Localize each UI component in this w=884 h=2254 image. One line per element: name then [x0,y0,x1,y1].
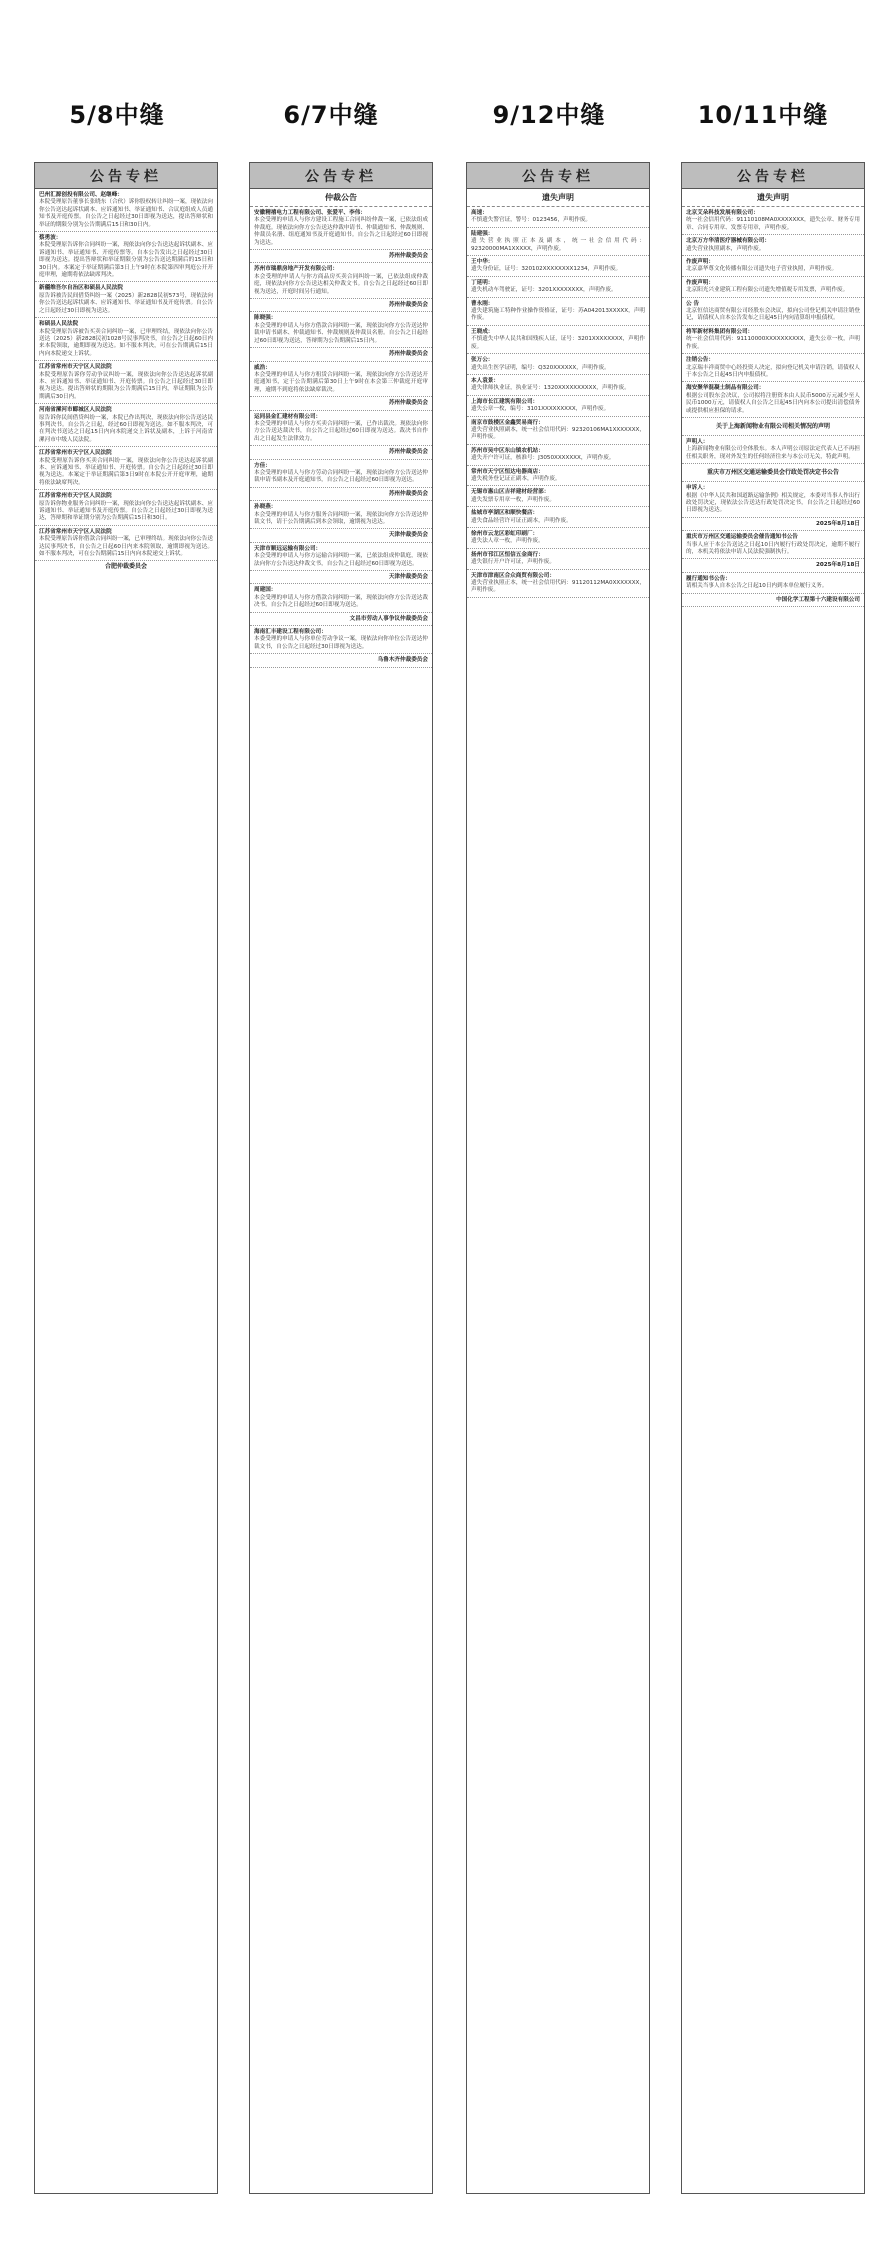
notice-body: 本院受理原告董事长张晓东（合伙）诉你股权转让纠纷一案，现依法向你公告送达起诉状副本、应诉通知书、举证通知书、合议庭组成人员通知书及开庭传票。自公告之日起经过30日即视为送达，提出答辩状和举证的期限分别为公告期满后15日和30日内。 [39,199,213,228]
notice-item [35,189,217,232]
notice-lead: 北京艾朵科技发展有限公司： [686,210,759,216]
notice-item [467,570,649,598]
notice-lead: 申诉人： [686,485,709,492]
col1-title: 公告专栏 [35,163,217,189]
notice-item [35,282,217,318]
notice-signature: 苏州仲裁委员会 [388,449,428,456]
col3-subtitle: 遗失声明 [467,189,649,207]
notice-item [250,348,432,361]
notice-item [682,298,864,326]
notice-body: 遗失营业执照正本，统一社会信用代码：91120112MA0XXXXXXX，声明作废。 [471,580,645,594]
notice-lead: 新疆维吾尔自治区和硕县人民法院 [39,285,123,292]
col2-date-label: 6/7中缝 [283,101,379,129]
notice-lead: 履行通知书公告： [686,575,731,582]
notice-item [682,277,864,298]
notice-lead: 注销公告： [686,357,714,364]
notice-signature: 2025年8月18日 [815,562,860,569]
col1-notices [35,189,217,561]
notice-body: 本会受理的申请人与你方租赁合同纠纷一案，现依法向你方公告送达开庭通知书，定于公告期满后第30日上午9时在本会第三仲裁庭开庭审理，逾期不到庭将依法缺席裁决。 [254,371,428,393]
notice-item [682,518,864,531]
notice-body: 遗失出生医学证明，编号：Q320XXXXXX，声明作废。 [471,364,610,371]
notice-body: 当事人应于本公告送达之日起10日内履行行政处罚决定，逾期不履行的，本机关将依法申请人民法院强制执行。 [686,541,860,555]
notice-item [250,299,432,312]
notice-lead: 公 告 [686,300,700,307]
notice-item [35,318,217,361]
notice-item [35,404,217,447]
notice-item [682,482,864,518]
notice-lead: 和硕县人民法院 [39,321,79,328]
notice-lead: 盐城市亭湖区和顺快餐店： [471,510,539,517]
notice-lead: 江苏省常州市天宁区人民法院 [39,364,112,371]
notice-item [35,361,217,404]
notice-item [250,613,432,626]
notice-lead: 天津市津南区合众商贸有限公司： [471,572,555,579]
notice-item [250,207,432,250]
notice-body: 不慎遗失警官证，警号：0123456，声明作废。 [471,217,592,224]
col1-date-label: 5/8中缝 [69,101,165,129]
notice-body: 遗失发票专用章一枚，声明作废。 [471,496,555,503]
notice-lead: 作废声明： [686,259,714,266]
notice-lead: 陆建强： [471,230,494,237]
notice-body: 遗失开户许可证，核准号：J3050XXXXXXX，声明作废。 [471,455,615,462]
notice-body: 本院受理原告诉你借款合同纠纷一案，已审理终结。现依法向你公告送达民事判决书，自公告之日起60日内来本院领取，逾期即视为送达。如不服本判决，可在公告期满后15日内向本院递交上诉状。 [39,536,213,558]
notice-body: 遗失税务登记证正副本，声明作废。 [471,475,561,482]
notice-body: 统一社会信用代码：91110108MA0XXXXXXX，遗失公章、财务专用章、合同专用章、发票专用章，声明作废。 [686,217,860,231]
col1-footer: 合肥仲裁委员会 [104,563,147,571]
notice-lead: 孙晓燕： [254,504,277,511]
notice-body: 北京瑞丰祥商贸中心经投资人决定，拟向登记机关申请注销，请债权人于本公告之日起45日内申报债权。 [686,364,860,378]
notice-item [250,488,432,501]
notice-item [467,228,649,256]
col3-date-label: 9/12中缝 [492,101,606,129]
notice-item [250,501,432,529]
notice-signature: 苏州仲裁委员会 [388,253,428,260]
notice-signature: 苏州仲裁委员会 [388,490,428,497]
notice-item [467,298,649,326]
notice-item [467,277,649,298]
notice-item [250,626,432,654]
notice-body: 本委受理的申请人与你单位劳动争议一案，现依法向你单位公告送达仲裁文书，自公告之日起经过30日即视为送达。 [254,636,428,650]
notice-lead: 江苏省常州市天宁区人民法院 [39,528,112,535]
notice-item [250,250,432,263]
notice-item [682,594,864,607]
notice-body: 遗失银行开户许可证，声明作废。 [471,559,555,566]
notice-item [467,507,649,528]
notice-lead: 江苏省常州市天宁区人民法院 [39,493,112,500]
col4-date-label: 10/11中缝 [697,101,829,129]
notice-signature: 苏州仲裁委员会 [388,351,428,358]
notice-item [682,559,864,572]
notice-item [467,466,649,487]
notice-signature: 天津仲裁委员会 [388,532,428,539]
notice-lead: 王晓成： [471,328,494,335]
notice-signature: 苏州仲裁委员会 [388,400,428,407]
notice-lead: 巴州汇源创投有限公司、赵继峰： [39,192,123,198]
notice-body: 本会受理的申请人与你方建设工程施工合同纠纷仲裁一案，已依法组成仲裁庭。现依法向你方公告送达仲裁申请书、仲裁通知书、仲裁规则、仲裁员名册、组庭通知书及开庭通知书。自公告之日起经过60日即视为送达。 [254,217,428,246]
notice-item [682,256,864,277]
col2-notices [250,207,432,668]
notice-lead: 天津市顺远运输有限公司： [254,545,322,552]
notice-lead: 重庆市万州区交通运输委员会催告通知书公告 [686,534,798,541]
notice-lead: 运同县金汇建材有限公司： [254,413,322,420]
notice-lead: 张万公： [471,357,494,364]
notice-lead: 常州市天宁区恒达电器商店： [471,468,544,475]
notice-lead: 无锡市惠山区吉祥建材经营部： [471,489,550,496]
notice-signature: 苏州仲裁委员会 [388,302,428,309]
notice-lead: 河南省漯河市郾城区人民法院 [39,407,112,414]
notice-item [35,526,217,562]
col4-title: 公告专栏 [682,163,864,189]
column-1 [34,162,218,2194]
notice-item [682,354,864,382]
notice-body: 原告诉你物业服务合同纠纷一案，现依法向你公告送达起诉状副本、应诉通知书、举证通知书及开庭传票。自公告之日起经过30日即视为送达，答辩期和举证期分别为公告期满后15日和30日。 [39,500,213,522]
notice-lead: 苏州市吴中区东山镇农机站： [471,447,544,454]
notice-lead: 蔡勇波： [39,235,62,242]
notice-body: 遗失建筑施工特种作业操作资格证，证号：苏A042013XXXXX，声明作废。 [471,308,645,322]
notice-body: 遗失身份证，证号：320102XXXXXXXX1234，声明作废。 [471,266,622,273]
notice-item [467,528,649,549]
notice-item [682,436,864,464]
notice-item [467,417,649,445]
notice-item [467,549,649,570]
notice-item [682,382,864,418]
notice-body: 上海新闻物业有限公司全体股东。本人声明公司原法定代表人已不再担任相关职务，现对外发生的任何经济往来与本公司无关，特此声明。 [686,446,860,460]
notice-body: 原告诉被告民间借贷纠纷一案（2025）新2828民初573号，现依法向你公告送达起诉状副本、应诉通知书、举证通知书及开庭传票。自公告之日起经过30日即视为送达。 [39,292,213,314]
notice-signature: 文昌市劳动人事争议仲裁委员会 [349,615,428,622]
notice-lead: 作废声明： [686,279,714,286]
notice-item [682,573,864,594]
notice-body: 北京恒信达商贸有限公司经股东会决议，拟向公司登记机关申请注销登记，请债权人自本公告发布之日起45日内向清算组申报债权。 [686,308,860,322]
column-2 [249,162,433,2194]
notice-body: 根据《中华人民共和国道路运输条例》相关规定，本委对当事人作出行政处罚决定，现依法公告送达行政处罚决定书，自公告之日起经过60日即视为送达。 [686,492,860,514]
col3-notices [467,207,649,598]
col2-title: 公告专栏 [250,163,432,189]
notice-body: 遗失营业执照副本，统一社会信用代码：92320106MA1XXXXXXX，声明作废。 [471,426,645,441]
notice-item [250,543,432,571]
col2-subtitle: 仲裁公告 [250,189,432,207]
notice-lead: 王中华： [471,259,494,266]
notice-item [250,411,432,447]
notice-body: 遗失法人章一枚，声明作废。 [471,538,544,545]
notice-item [467,445,649,466]
notice-item [250,362,432,398]
col3-title: 公告专栏 [467,163,649,189]
notice-lead: 海南汇丰建设工程有限公司： [254,629,327,636]
notice-body: 北京阳光兴业建筑工程有限公司遗失增值税专用发票，声明作废。 [686,287,849,294]
notice-lead: 丁延明： [471,279,494,286]
notice-lead: 南京市鼓楼区金鑫贸易商行： [471,419,544,426]
notice-body: 请相关当事人自本公告之日起10日内到本单位履行义务。 [686,583,828,590]
notice-lead: 高速： [471,210,488,216]
notice-item [250,263,432,299]
notice-item [250,446,432,459]
notice-signature: 天津仲裁委员会 [388,574,428,581]
notice-item [467,326,649,354]
column-4 [681,162,865,2194]
notice-signature: 中国化学工程第十六建设有限公司 [776,596,860,603]
notice-item [250,529,432,542]
notice-lead: 声明人： [686,438,709,445]
notice-item [250,397,432,410]
notice-body: 本会受理的申请人与你方借款合同纠纷一案，现依法向你方公告送达仲裁申请书副本、仲裁通知书、仲裁规则及仲裁员名册。自公告之日起经过60日即视为送达，答辩期为公告期满后15日内。 [254,322,428,344]
notice-body: 原告诉你民间借贷纠纷一案，本院已作出判决，现依法向你公告送达民事判决书。自公告之日起，经过60日即视为送达。如不服本判决，可在判决书送达之日起15日内向本院递交上诉状及副本，上诉于河南省漯河市中级人民法院。 [39,414,213,443]
notice-lead: 曹永刚： [471,300,494,307]
col4-notices [682,207,864,607]
notice-item [467,375,649,396]
notice-item [467,486,649,507]
notice-lead: 将军新材料集团有限公司： [686,328,754,335]
notice-body: 北京嘉华尊文化传播有限公司遗失电子营业执照，声明作废。 [686,266,838,273]
notice-lead: 江苏省常州市天宁区人民法院 [39,450,112,457]
notice-lead: 苏州市瑞鼎房地产开发有限公司： [254,266,338,273]
notice-body: 不慎遗失中华人民共和国残疾人证，证号：3201XXXXXXXX，声明作废。 [471,336,645,350]
notice-item [682,418,864,436]
notice-lead: 方佳： [254,462,271,469]
notice-signature: 2025年8月18日 [815,520,860,527]
column-3 [466,162,650,2194]
notice-body: 本会受理的申请人与你方运输合同纠纷一案，已依法组成仲裁庭，现依法向你方公告送达仲裁文书，自公告之日起经过60日即视为送达。 [254,553,428,567]
notice-body: 遗失营业执照正本及副本，统一社会信用代码：92320000MA1XXXXX，声明作废。 [471,238,645,252]
notice-lead: 威浩： [254,364,271,371]
notice-item [467,256,649,277]
notice-body: 根据公司股东会决议，公司拟将注册资本由人民币5000万元减少至人民币1000万元，请债权人自公告之日起45日内向本公司提出清偿债务或提供相应担保的请求。 [686,392,860,414]
notice-lead: 海安聚华混凝土制品有限公司： [686,385,765,392]
notice-body: 本会受理的申请人与你方劳动合同纠纷一案，现依法向你方公告送达仲裁申请书副本及开庭通知书，自公告之日起经过60日即视为送达。 [254,469,428,484]
notice-body: 本会受理的申请人与你方借款合同纠纷一案，现依法向你方公告送达裁决书。自公告之日起经过60日即视为送达。 [254,594,428,609]
notice-item [35,490,217,526]
notice-item [682,235,864,256]
column-headers [0,0,884,160]
notice-item [467,207,649,228]
notice-lead: 陈晓强： [254,315,277,322]
notice-body: 本会受理的申请人与你方买卖合同纠纷一案，已作出裁决。现依法向你方公告送达裁决书，自公告之日起经过60日即视为送达。裁决书自作出之日起发生法律效力。 [254,420,428,442]
notice-item [467,396,649,417]
notice-lead: 周建国： [254,587,277,594]
notice-body: 本会受理的申请人与你方服务合同纠纷一案，现依法向你方公告送达仲裁文书，请于公告期满后到本会领取，逾期视为送达。 [254,511,428,525]
notice-item [467,354,649,375]
notice-item [250,584,432,612]
notice-item [682,464,864,482]
notice-item [35,447,217,490]
notice-item [35,232,217,282]
notice-item [250,571,432,584]
notice-lead: 上海市长江建筑有限公司： [471,398,539,405]
notice-lead: 本人袁景： [471,377,499,384]
notice-lead: 北京万方华清医疗器械有限公司： [686,238,770,245]
notice-lead: 扬州市邗江区恒信五金商行： [471,551,544,558]
notice-heading: 关于上海新闻物业有限公司相关情况的声明 [715,422,830,430]
notice-body: 统一社会信用代码：91110000XXXXXXXXXX，遗失公章一枚，声明作废。 [686,336,860,350]
notice-item [250,654,432,667]
notice-body: 本院受理原告诉你合同纠纷一案，现依法向你公告送达起诉状副本、应诉通知书、举证通知书、开庭传票等。自本公告发出之日起经过30日即视为送达。提出答辩状和举证期限分别为公告送达期满后的15日和30日内。本案定于举证期满后第3日上午9时在本院第四审判庭公开开庭审理，逾期将依法缺席判决。 [39,242,213,279]
notice-heading: 重庆市万州区交通运输委员会行政处罚决定书公告 [706,469,839,477]
notice-body: 遗失公章一枚，编号：3101XXXXXXXXX，声明作废。 [471,406,610,413]
notice-lead: 徐州市云龙区彩虹印刷厂： [471,531,539,537]
notice-item [682,207,864,235]
notice-body: 遗失律师执业证，执业证号：1320XXXXXXXXXX，声明作废。 [471,385,630,392]
notice-body: 遗失食品经营许可证正副本，声明作废。 [471,517,572,524]
notice-item [250,460,432,488]
notice-signature: 乌鲁木齐仲裁委员会 [377,657,428,664]
notice-item [682,531,864,559]
notice-item [682,326,864,354]
notice-item [250,312,432,348]
notice-body: 本院受理原告诉你买卖合同纠纷一案，现依法向你公告送达起诉状副本、应诉通知书、举证通知书、开庭传票。自公告之日起经过30日即视为送达。本案定于举证期满后第3日9时在本院公开开庭审理，逾期将依法缺席判决。 [39,457,213,486]
notice-body: 遗失机动车驾驶证，证号：3201XXXXXXXX，声明作废。 [471,287,617,294]
col4-subtitle: 遗失声明 [682,189,864,207]
notice-body: 本院受理原告诉你劳动争议纠纷一案，现依法向你公告送达起诉状副本、应诉通知书、举证通知书、开庭传票。自公告之日起经过30日即视为送达。提出答辩状的期限为公告期满后15日内，举证期限为公告期满后30日内。 [39,371,213,400]
notice-lead: 安徽精禧电力工程有限公司、张爱平、李伟： [254,210,366,216]
notice-body: 本会受理的申请人与你方商品房买卖合同纠纷一案，已依法组成仲裁庭，现依法向你方公告送达相关仲裁文书。自公告之日起经过60日即视为送达，开庭时间另行通知。 [254,273,428,295]
notice-body: 遗失营业执照副本，声明作废。 [686,245,765,252]
notice-body: 本院受理原告诉被告买卖合同纠纷一案，已审理终结，现依法向你公告送达（2025）新2828民初1028号民事判决书，自公告之日起60日内来本院领取，逾期即视为送达。如不服本判决，可在公告期满后15日内向本院递交上诉状。 [39,328,213,357]
